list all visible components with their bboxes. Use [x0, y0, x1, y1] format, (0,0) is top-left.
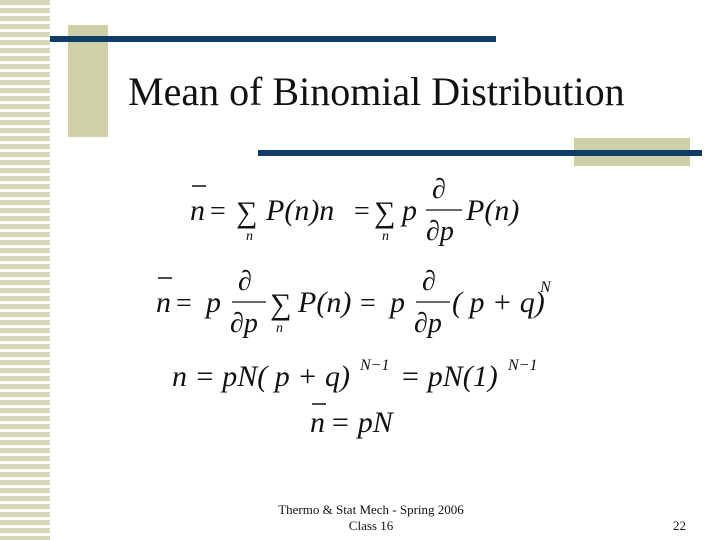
- eq1-sum: ∑: [236, 196, 258, 229]
- eq3-lhs: n = pN( p + q): [172, 360, 350, 393]
- footer-class: Class 16: [348, 518, 394, 533]
- equation-1: [190, 174, 519, 247]
- page-number: 22: [673, 518, 686, 533]
- equation-4: [310, 404, 395, 439]
- eq2-pn: P(n): [298, 286, 352, 319]
- eq4-n: n: [310, 406, 325, 439]
- eq3-rhs: = pN(1): [400, 360, 498, 393]
- equation-2: [156, 266, 552, 339]
- eq1-equals-2: =: [354, 196, 370, 227]
- eq2-n: n: [156, 286, 171, 319]
- eq2-sum: ∑: [270, 288, 292, 321]
- eq2-partial-2: ∂: [422, 266, 436, 297]
- equation-3: [172, 357, 537, 393]
- eq2-exp-N: N: [540, 279, 551, 296]
- eq3-exp2: N−1: [508, 357, 538, 374]
- footer-course: Thermo & Stat Mech - Spring 2006: [278, 502, 464, 517]
- eq1-n: n: [190, 194, 205, 227]
- eq2-partial-p-2: ∂p: [414, 308, 442, 339]
- eq1-equals: =: [210, 196, 226, 227]
- eq2-p2: p: [390, 286, 405, 319]
- eq2-p: p: [206, 286, 221, 319]
- eq1-p: p: [402, 194, 417, 227]
- slide-title: Mean of Binomial Distribution: [128, 69, 625, 114]
- eq1-sum-sub: n: [246, 229, 253, 244]
- eq1-sum-2: ∑: [374, 196, 396, 229]
- eq1-sum2-sub: n: [382, 229, 389, 244]
- slide-footer: [240, 502, 502, 534]
- eq1-partial: ∂: [432, 174, 446, 205]
- eq3-exp1: N−1: [360, 357, 390, 374]
- eq2-partial-p: ∂p: [230, 308, 258, 339]
- eq2-pq: ( p + q): [452, 286, 545, 319]
- eq4-rhs: = pN: [330, 406, 393, 439]
- eq2-equals-2: =: [360, 288, 376, 319]
- eq1-partial-p: ∂p: [426, 216, 454, 247]
- eq2-sum-sub: n: [276, 321, 283, 336]
- eq2-partial: ∂: [238, 266, 252, 297]
- eq1-pn: P(n): [466, 194, 520, 227]
- eq1-pnn: P(n)n: [266, 194, 335, 227]
- eq2-equals: =: [176, 288, 192, 319]
